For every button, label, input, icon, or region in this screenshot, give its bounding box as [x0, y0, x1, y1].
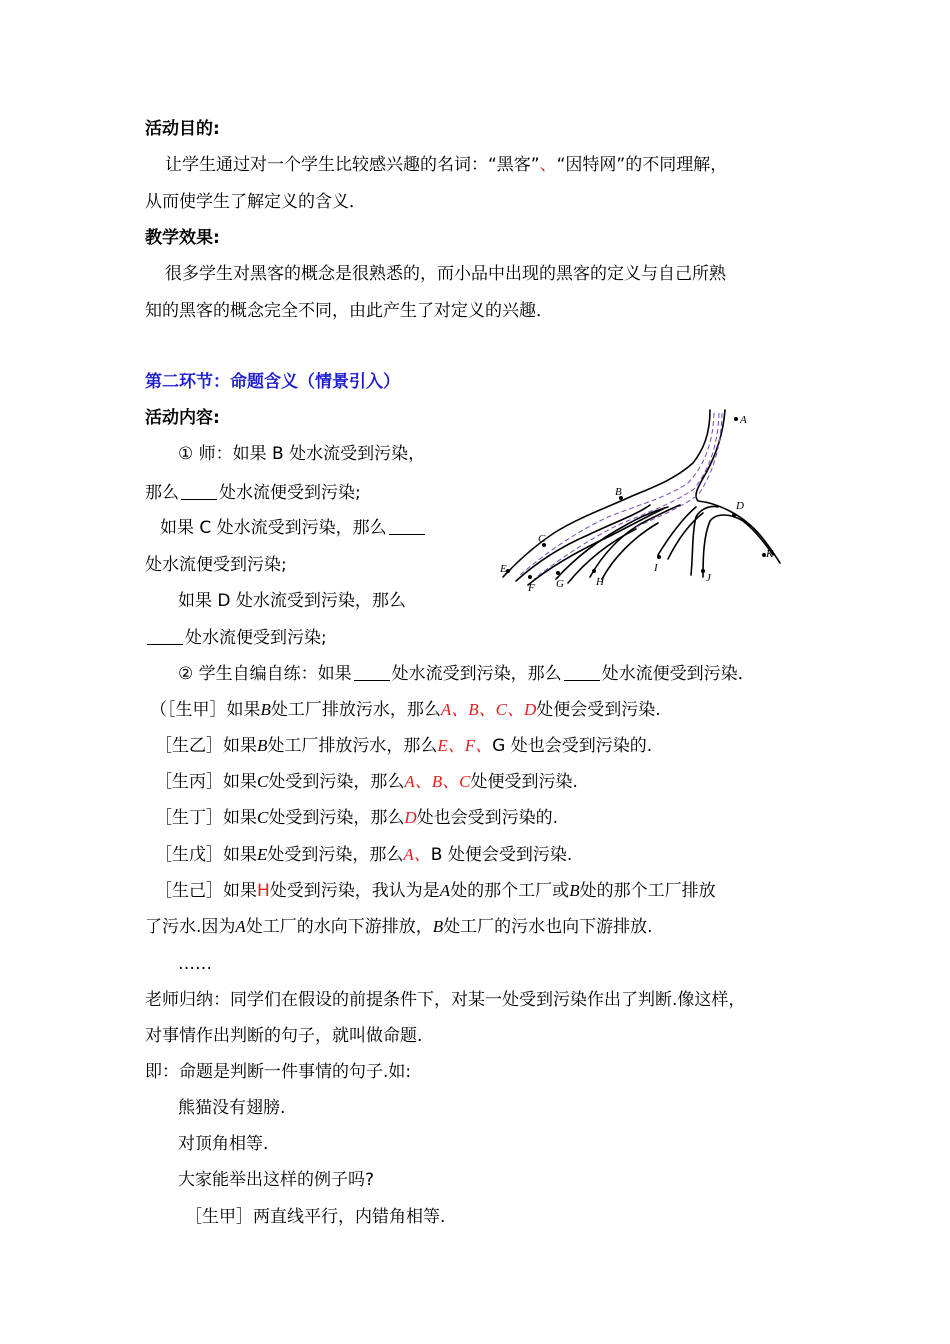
- example-1: 熊猫没有翅膀.: [178, 1098, 286, 1118]
- answer-points: A、B、C、D: [440, 700, 537, 719]
- answer-blank: [389, 518, 425, 535]
- answer-prefix: ［生戊］如果: [155, 845, 257, 865]
- ellipsis: ……: [178, 954, 212, 974]
- answer-suffix: G 处也会受到污染的.: [492, 736, 653, 756]
- content-heading: 活动内容:: [145, 408, 220, 428]
- answer-line-5: [155, 843, 572, 867]
- answer-blank: [147, 628, 183, 645]
- answer-blank: [354, 664, 390, 681]
- section-title: 第二环节：命题含义（情景引入）: [145, 372, 400, 392]
- answer-prefix: ［生乙］如果: [155, 736, 257, 756]
- point-label: B: [260, 700, 271, 719]
- answer-suffix: 处工厂的污水也向下游排放.: [443, 917, 653, 937]
- answer-line-6b: [145, 915, 653, 939]
- q2-b: 处水流受到污染，那么: [391, 664, 562, 684]
- answer-suffix: 处便会受到污染.: [536, 700, 661, 720]
- point-label: C: [257, 772, 269, 791]
- answer-line-3: [155, 770, 578, 794]
- q1-l3-text: 如果 C 处水流受到污染，那么: [160, 518, 387, 538]
- answer-prefix: ［生丁］如果: [155, 808, 257, 828]
- point-label: A: [235, 917, 246, 936]
- answer-points: A、B、C: [404, 772, 471, 791]
- summary-line-1: 老师归纳：同学们在假设的前提条件下，对某一处受到污染作出了判断.像这样，: [145, 990, 746, 1010]
- answer-mid: 处受到污染，那么: [267, 845, 404, 865]
- q1-line-1: ① 师：如果 B 处水流受到污染，: [178, 444, 426, 464]
- answer-prefix: ［生丙］如果: [155, 772, 257, 792]
- q1-line-3: [160, 516, 427, 540]
- q1-l2-post: 处水流便受到污染;: [219, 483, 361, 503]
- answer-mid: 处受到污染，我认为是: [269, 881, 440, 901]
- q1-line-4: 处水流便受到污染;: [145, 555, 287, 575]
- answer-prefix: （［生甲］如果: [150, 700, 261, 720]
- answer-line-4: [155, 806, 558, 830]
- answer-mid: 处工厂的水向下游排放，: [245, 917, 433, 937]
- answer-suffix: 处便受到污染.: [470, 772, 578, 792]
- point-label: B: [257, 736, 268, 755]
- answer-points: D: [404, 808, 417, 827]
- q2-line: [178, 662, 755, 686]
- point-label: B: [569, 881, 580, 900]
- label-C: C: [538, 533, 546, 545]
- purpose-separator: 、: [539, 155, 557, 175]
- answer-mid: 处工厂排放污水，那么: [267, 736, 438, 756]
- purpose-text-a: 让学生通过对一个学生比较感兴趣的名词：“黑客”: [165, 155, 540, 175]
- summary-line-2: 对事情作出判断的句子，就叫做命题.: [145, 1026, 423, 1046]
- answer-blank: [181, 483, 217, 500]
- effect-line-1: 很多学生对黑客的概念是很熟悉的，而小品中出现的黑客的定义与自己所熟: [165, 264, 726, 284]
- answer-points: H: [257, 881, 270, 901]
- label-H: H: [596, 576, 604, 588]
- label-D: D: [736, 500, 744, 512]
- answer-suffix: B 处便会受到污染.: [430, 845, 573, 865]
- answer-prefix: ［生己］如果: [155, 881, 257, 901]
- q1-line-5: 如果 D 处水流受到污染，那么: [178, 591, 406, 611]
- point-label: A: [439, 881, 451, 900]
- purpose-heading: 活动目的:: [145, 119, 220, 139]
- answer-points: E、F、: [437, 736, 493, 755]
- label-B: B: [615, 486, 622, 498]
- q2-a: ② 学生自编自练：如果: [178, 664, 352, 684]
- summary-line-3: 即：命题是判断一件事情的句子.如:: [145, 1062, 412, 1082]
- q1-line-2: [145, 481, 361, 505]
- answer-points: A、: [403, 845, 431, 864]
- q2-c: 处水流便受到污染．: [601, 664, 755, 684]
- label-I: I: [654, 562, 658, 574]
- effect-line-2: 知的黑客的概念完全不同，由此产生了对定义的兴趣．: [145, 301, 553, 321]
- point-label: B: [432, 917, 444, 936]
- label-J: J: [706, 572, 711, 584]
- answer-mid: 处受到污染，那么: [268, 772, 405, 792]
- q1-l6-text: 处水流便受到污染;: [185, 628, 327, 648]
- label-K: K: [766, 548, 774, 560]
- point-markers: [506, 417, 766, 579]
- answer-prefix: 了污水.因为: [145, 917, 236, 937]
- answer-line-6: [155, 879, 716, 903]
- q1-l2-pre: 那么: [145, 483, 179, 503]
- example-4: ［生甲］两直线平行，内错角相等.: [185, 1207, 446, 1227]
- answer-blank: [564, 664, 600, 681]
- answer-line-2: [155, 734, 652, 758]
- q1-line-6: [145, 626, 327, 650]
- purpose-line-2: 从而使学生了解定义的含义．: [145, 192, 366, 212]
- example-2: 对顶角相等.: [178, 1134, 269, 1154]
- purpose-line-1: [165, 153, 727, 177]
- answer-line-1: [150, 698, 661, 722]
- example-3: 大家能举出这样的例子吗?: [178, 1170, 375, 1190]
- river-diagram: [498, 405, 783, 595]
- answer-suffix: 处也会受到污染的.: [416, 808, 559, 828]
- effect-heading: 教学效果:: [145, 228, 220, 248]
- answer-mid: 处的那个工厂或: [450, 881, 570, 901]
- river-banks: [503, 410, 780, 585]
- answer-mid: 处受到污染，那么: [268, 808, 405, 828]
- label-E: E: [500, 563, 507, 575]
- purpose-text-c: “因特网”的不同理解，: [556, 155, 728, 175]
- point-labels: [499, 414, 774, 594]
- point-label: E: [257, 845, 268, 864]
- label-A: A: [740, 414, 747, 426]
- answer-mid: 处工厂排放污水，那么: [270, 700, 441, 720]
- point-label: C: [257, 808, 269, 827]
- answer-suffix: 处的那个工厂排放: [579, 881, 716, 901]
- label-G: G: [556, 578, 564, 590]
- label-F: F: [528, 582, 535, 594]
